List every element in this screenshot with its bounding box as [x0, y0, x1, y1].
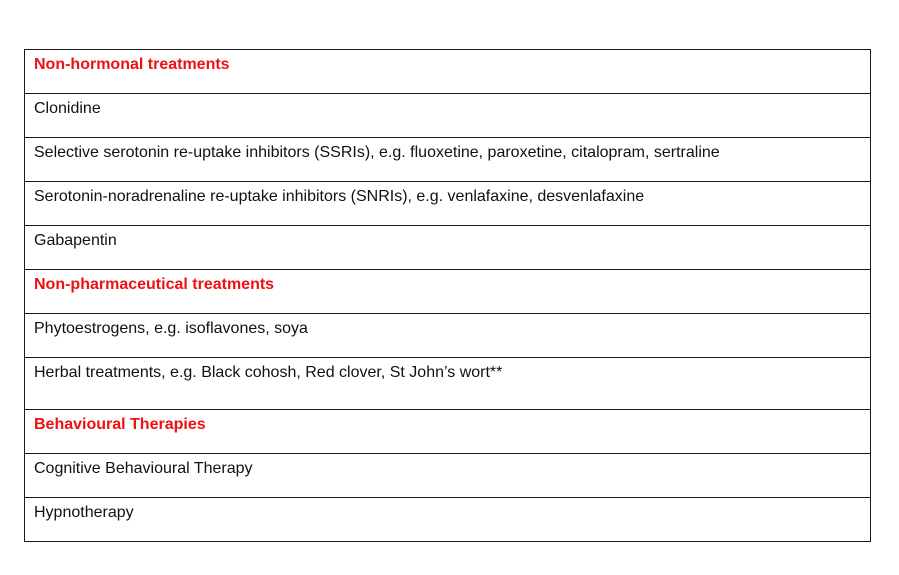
- table-row: [25, 182, 871, 226]
- table-row: [25, 226, 871, 270]
- table-row: [25, 50, 871, 94]
- treatment-gabapentin: Gabapentin: [25, 226, 871, 270]
- table-row: [25, 454, 871, 498]
- section-heading-non-pharmaceutical: Non-pharmaceutical treatments: [25, 270, 871, 314]
- table-row: [25, 498, 871, 542]
- treatment-hypnotherapy: Hypnotherapy: [25, 498, 871, 542]
- table-row: [25, 410, 871, 454]
- table-row: [25, 270, 871, 314]
- table-row: [25, 358, 871, 410]
- treatments-table: [24, 49, 871, 542]
- section-heading-non-hormonal: Non-hormonal treatments: [25, 50, 871, 94]
- table-row: [25, 314, 871, 358]
- treatment-herbal: Herbal treatments, e.g. Black cohosh, Red clover, St John’s wort**: [25, 358, 871, 410]
- treatment-clonidine: Clonidine: [25, 94, 871, 138]
- table-row: [25, 94, 871, 138]
- treatment-cbt: Cognitive Behavioural Therapy: [25, 454, 871, 498]
- treatment-ssris: Selective serotonin re-uptake inhibitors (SSRIs), e.g. fluoxetine, paroxetine, citalopram, sertraline: [25, 138, 871, 182]
- treatment-snris: Serotonin-noradrenaline re-uptake inhibitors (SNRIs), e.g. venlafaxine, desvenlafaxine: [25, 182, 871, 226]
- treatment-phytoestrogens: Phytoestrogens, e.g. isoflavones, soya: [25, 314, 871, 358]
- section-heading-behavioural: Behavioural Therapies: [25, 410, 871, 454]
- table-row: [25, 138, 871, 182]
